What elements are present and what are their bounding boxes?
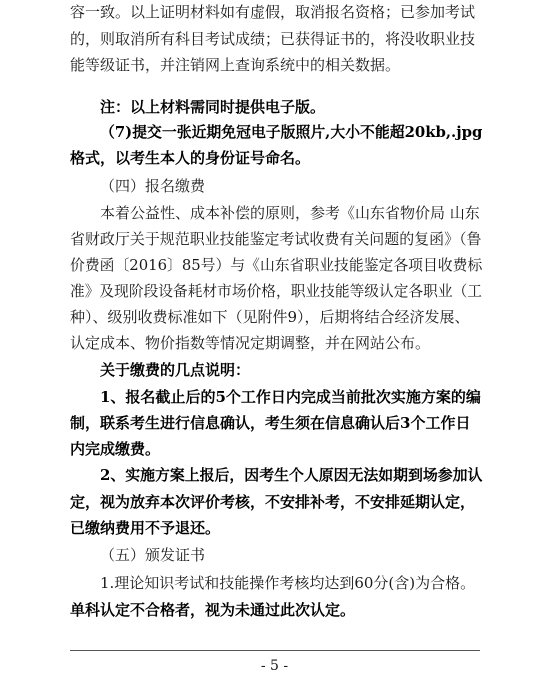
text-line: 内完成缴费。 <box>70 440 161 458</box>
text-line: 格式，以考生本人的身份证号命名。 <box>70 149 311 167</box>
text-line: （四）报名缴费 <box>100 177 206 195</box>
footer-rule <box>70 650 480 651</box>
text-line: 1、报名截止后的5个工作日内完成当前批次实施方案的编 <box>100 388 481 406</box>
text-line: 2、实施方案上报后，因考生个人原因无法如期到场参加认 <box>100 466 483 484</box>
text-line: （7)提交一张近期免冠电子版照片,大小不能超20kb,.jpg <box>100 123 483 141</box>
text-line: 本着公益性、成本补偿的原则，参考《山东省物价局 山东 <box>100 204 480 222</box>
text-line: 容一致。以上证明材料如有虚假，取消报名资格；已参加考试 <box>70 3 476 21</box>
text-line: 注：以上材料需同时提供电子版。 <box>100 98 326 116</box>
page-number: - 5 - <box>260 658 289 674</box>
text-line: 单科认定不合格者，视为未通过此次认定。 <box>70 601 356 619</box>
text-line: 制，联系考生进行信息确认，考生须在信息确认后3个工作日 <box>70 414 471 432</box>
text-line: 1.理论知识考试和技能操作考核均达到60分(含)为合格。 <box>100 574 476 592</box>
text-line: 的，则取消所有科目考试成绩；已获得证书的，将没收职业技 <box>70 30 476 48</box>
text-line: 定，视为放弃本次评价考核，不安排补考，不安排延期认定， <box>70 493 476 511</box>
text-line: 价费函〔2016〕85号）与《山东省职业技能鉴定各项目收费标 <box>70 256 483 274</box>
text-line: 准》及现阶段设备耗材市场价格，职业技能等级认定各职业（工 <box>70 282 483 300</box>
text-line: 能等级证书，并注销网上查询系统中的相关数据。 <box>70 56 401 74</box>
text-line: 已缴纳费用不予退还。 <box>70 519 221 537</box>
text-line: 种）、级别收费标准如下（见附件9），后期将结合经济发展、 <box>70 308 470 326</box>
text-line: 关于缴费的几点说明： <box>100 361 251 379</box>
text-line: （五）颁发证书 <box>100 546 206 564</box>
text-line: 认定成本、物价指数等情况定期调整，并在网站公布。 <box>70 334 431 352</box>
text-line: 省财政厅关于规范职业技能鉴定考试收费有关问题的复函》（鲁 <box>70 230 482 248</box>
